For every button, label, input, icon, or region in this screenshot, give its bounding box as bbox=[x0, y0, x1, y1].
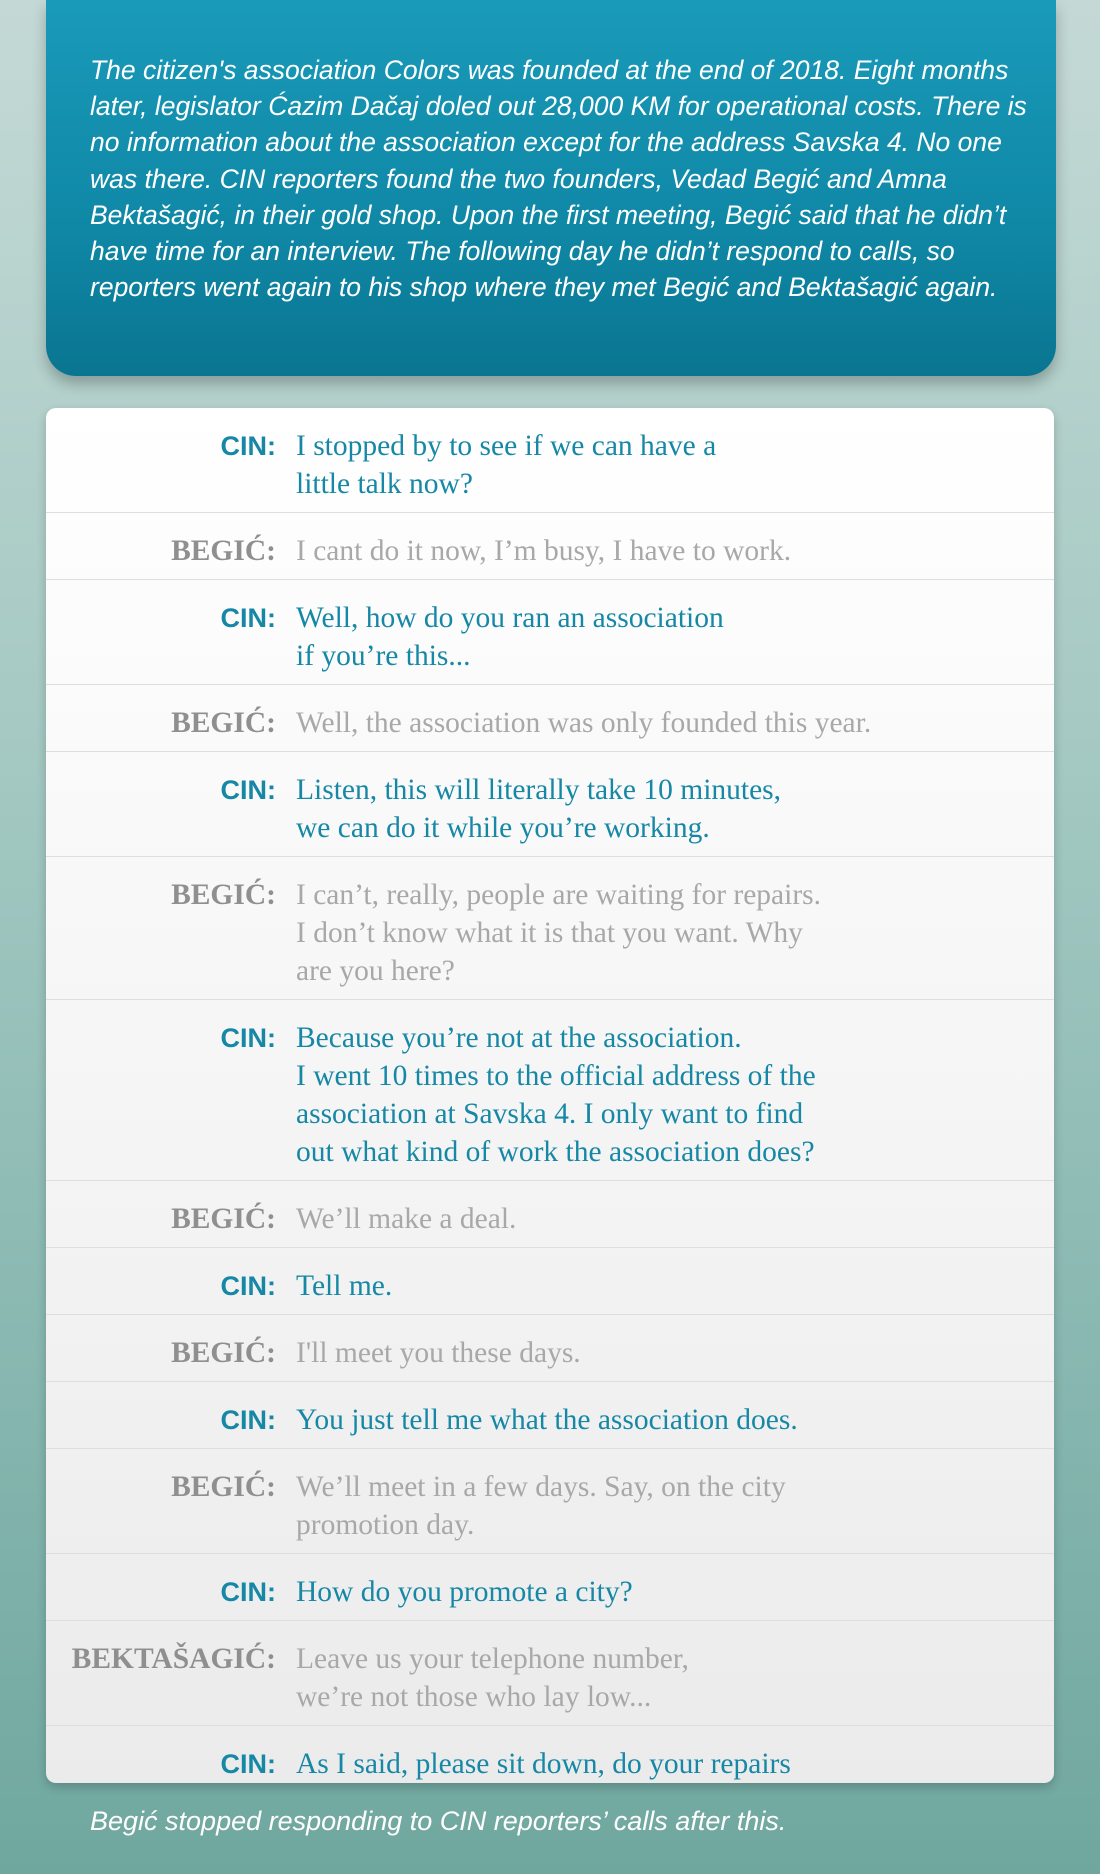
speaker-label: CIN: bbox=[220, 431, 276, 461]
dialog-row bbox=[46, 1315, 1054, 1382]
dialog-row bbox=[46, 857, 1054, 1000]
dialog-line: Because you’re not at the association. I went 10 times to the official address of the association at Savska 4. I only want to find out what kind of work the association does? bbox=[296, 1022, 816, 1168]
dialog-line: You just tell me what the association does. bbox=[296, 1404, 798, 1436]
dialog-line: Tell me. bbox=[296, 1270, 393, 1302]
speaker-label: BEKTAŠAGIĆ: bbox=[71, 1643, 276, 1675]
speaker-label: CIN: bbox=[220, 775, 276, 805]
dialog-row bbox=[46, 752, 1054, 857]
speaker-label: CIN: bbox=[220, 1577, 276, 1607]
dialog-line: I cant do it now, I’m busy, I have to work. bbox=[296, 535, 792, 567]
dialog-transcript bbox=[46, 408, 1054, 1783]
speaker-label: CIN: bbox=[220, 1749, 276, 1779]
dialog-line: Well, how do you ran an association if you’re this... bbox=[296, 602, 724, 672]
dialog-row bbox=[46, 1382, 1054, 1449]
dialog-row bbox=[46, 408, 1054, 513]
speaker-label: CIN: bbox=[220, 1271, 276, 1301]
dialog-row bbox=[46, 580, 1054, 685]
speaker-label: BEGIĆ: bbox=[171, 707, 276, 739]
speaker-label: BEGIĆ: bbox=[171, 535, 276, 567]
speaker-label: BEGIĆ: bbox=[171, 1337, 276, 1369]
intro-text: The citizen's association Colors was founded at the end of 2018. Eight months later, legislator Ćazim Dačaj doled out 28,000 KM for operational costs. There is no information about the association except for the address Savska 4. No one was there. CIN reporters found the two founders, Vedad Begić and Amna Bektašagić, in their gold shop. Upon the first meeting, Begić said that he didn’t have time for an interview. The following day he didn’t respond to calls, so reporters went again to his shop where they met Begić and Bektašagić again. bbox=[90, 55, 1027, 303]
speaker-label: CIN: bbox=[220, 603, 276, 633]
dialog-row bbox=[46, 513, 1054, 580]
speaker-label: BEGIĆ: bbox=[171, 1203, 276, 1235]
speaker-label: BEGIĆ: bbox=[171, 879, 276, 911]
dialog-row bbox=[46, 1726, 1054, 1783]
dialog-line: We’ll meet in a few days. Say, on the city promotion day. bbox=[296, 1471, 786, 1541]
dialog-row bbox=[46, 1621, 1054, 1726]
dialog-line: Leave us your telephone number, we’re not those who lay low... bbox=[296, 1643, 689, 1713]
dialog-line: How do you promote a city? bbox=[296, 1576, 633, 1608]
dialog-row bbox=[46, 1248, 1054, 1315]
dialog-row bbox=[46, 685, 1054, 752]
dialog-line: I stopped by to see if we can have a little talk now? bbox=[296, 430, 717, 500]
dialog-row bbox=[46, 1000, 1054, 1181]
dialog-line: I can’t, really, people are waiting for repairs. I don’t know what it is that you want. Why are you here? bbox=[296, 879, 822, 987]
dialog-row bbox=[46, 1449, 1054, 1554]
dialog-row bbox=[46, 1554, 1054, 1621]
footer-note: Begić stopped responding to CIN reporters’ calls after this. bbox=[90, 1806, 787, 1836]
speaker-label: CIN: bbox=[220, 1405, 276, 1435]
dialog-line: We’ll make a deal. bbox=[296, 1203, 517, 1235]
dialog-line: As I said, please sit down, do your repairs bbox=[296, 1748, 791, 1780]
speaker-label: CIN: bbox=[220, 1023, 276, 1053]
dialog-line: Well, the association was only founded this year. bbox=[296, 707, 872, 739]
intro-box bbox=[46, 0, 1056, 376]
dialog-row bbox=[46, 1181, 1054, 1248]
dialog-line: I'll meet you these days. bbox=[296, 1337, 581, 1369]
dialog-line: Listen, this will literally take 10 minutes, we can do it while you’re working. bbox=[296, 774, 782, 844]
speaker-label: BEGIĆ: bbox=[171, 1471, 276, 1503]
